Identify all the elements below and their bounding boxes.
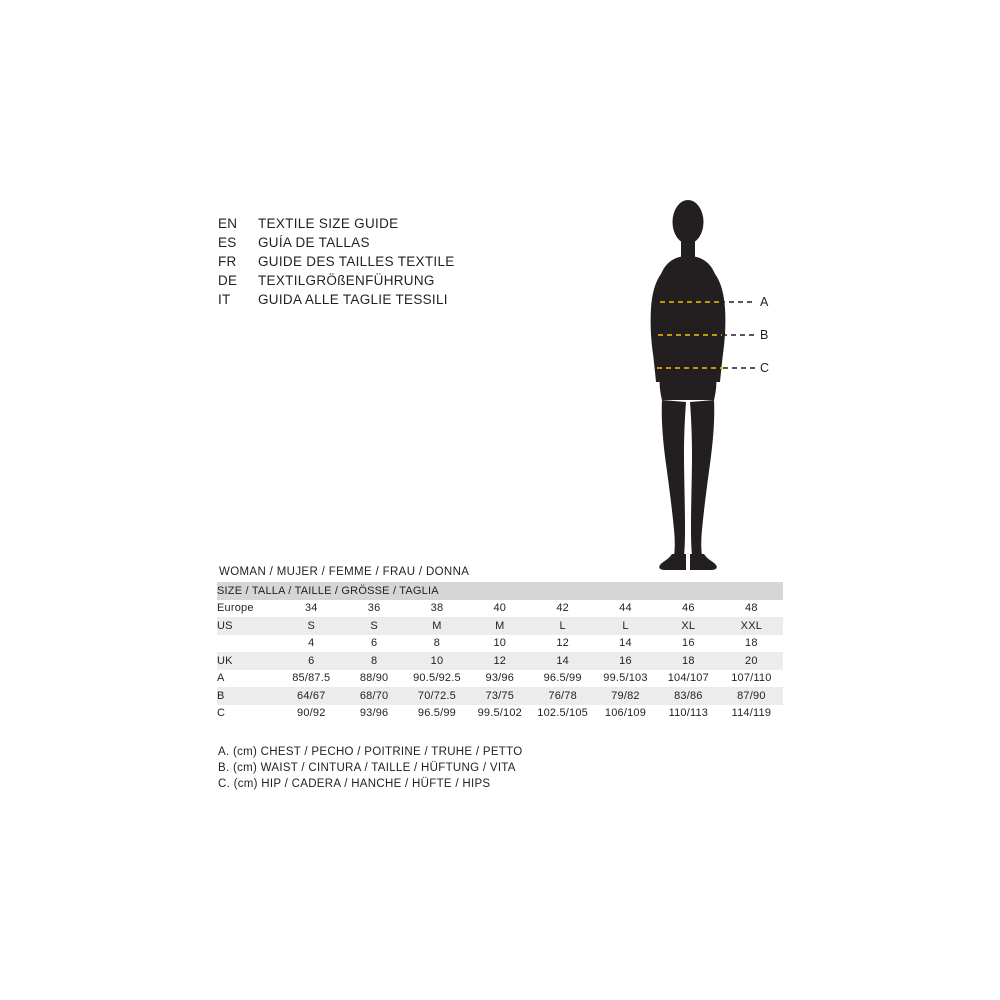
cell: 68/70 — [343, 687, 406, 705]
title-row — [218, 290, 638, 309]
cell: 12 — [531, 635, 594, 653]
cell: 87/90 — [720, 687, 783, 705]
cell: M — [468, 617, 531, 635]
cell: L — [531, 617, 594, 635]
cell: 38 — [406, 600, 469, 618]
female-silhouette-figure — [628, 196, 808, 576]
cell: 96.5/99 — [531, 670, 594, 688]
cell: 73/75 — [468, 687, 531, 705]
cell: 16 — [594, 652, 657, 670]
cell: 88/90 — [343, 670, 406, 688]
language-code: ES — [218, 235, 237, 250]
cell: 8 — [406, 635, 469, 653]
cell: 36 — [343, 600, 406, 618]
cell: 4 — [280, 635, 343, 653]
cell: 99.5/103 — [594, 670, 657, 688]
measurement-legend — [218, 744, 738, 792]
cell: 99.5/102 — [468, 705, 531, 723]
language-title: GUIDA ALLE TAGLIE TESSILI — [258, 292, 448, 307]
title-row — [218, 252, 638, 271]
cell: XXL — [720, 617, 783, 635]
cell: 16 — [657, 635, 720, 653]
table-row — [217, 617, 783, 635]
row-label — [217, 635, 280, 653]
row-label: UK — [217, 652, 280, 670]
cell: XL — [657, 617, 720, 635]
table-header-row — [217, 582, 783, 600]
cell: 93/96 — [343, 705, 406, 723]
cell: 42 — [531, 600, 594, 618]
language-code: IT — [218, 292, 231, 307]
language-code: DE — [218, 273, 238, 288]
size-guide-title-block — [218, 214, 638, 309]
size-table — [217, 582, 783, 722]
language-title: GUIDE DES TAILLES TEXTILE — [258, 254, 455, 269]
cell: 85/87.5 — [280, 670, 343, 688]
cell: 70/72.5 — [406, 687, 469, 705]
language-code: EN — [218, 216, 238, 231]
row-label: C — [217, 705, 280, 723]
silhouette-icon — [628, 196, 808, 576]
table-row — [217, 635, 783, 653]
cell: 40 — [468, 600, 531, 618]
language-title: TEXTILE SIZE GUIDE — [258, 216, 399, 231]
cell: 110/113 — [657, 705, 720, 723]
cell: 34 — [280, 600, 343, 618]
legend-line-c: C. (cm) HIP / CADERA / HANCHE / HÜFTE / HIPS — [218, 778, 491, 790]
language-title: TEXTILGRÖßENFÜHRUNG — [258, 273, 435, 288]
cell: 12 — [468, 652, 531, 670]
table-row — [217, 652, 783, 670]
cell: 79/82 — [594, 687, 657, 705]
cell: 18 — [657, 652, 720, 670]
cell: 8 — [343, 652, 406, 670]
cell: 90/92 — [280, 705, 343, 723]
cell: 14 — [594, 635, 657, 653]
cell: 20 — [720, 652, 783, 670]
cell: 102.5/105 — [531, 705, 594, 723]
cell: 10 — [406, 652, 469, 670]
measure-label-c: C — [760, 361, 770, 375]
row-label: US — [217, 617, 280, 635]
cell: 106/109 — [594, 705, 657, 723]
size-header-label: SIZE / TALLA / TAILLE / GRÖSSE / TAGLIA — [217, 582, 783, 600]
cell: 44 — [594, 600, 657, 618]
legend-line-b: B. (cm) WAIST / CINTURA / TAILLE / HÜFTUNG / VITA — [218, 762, 516, 774]
cell: 48 — [720, 600, 783, 618]
cell: 18 — [720, 635, 783, 653]
cell: 14 — [531, 652, 594, 670]
cell: 46 — [657, 600, 720, 618]
row-label: A — [217, 670, 280, 688]
row-label: Europe — [217, 600, 280, 618]
row-label: B — [217, 687, 280, 705]
cell: 10 — [468, 635, 531, 653]
table-row — [217, 600, 783, 618]
measure-label-a: A — [760, 295, 769, 309]
cell: 93/96 — [468, 670, 531, 688]
cell: 83/86 — [657, 687, 720, 705]
cell: M — [406, 617, 469, 635]
legend-line-a: A. (cm) CHEST / PECHO / POITRINE / TRUHE / PETTO — [218, 746, 523, 758]
language-title: GUÍA DE TALLAS — [258, 235, 370, 250]
cell: L — [594, 617, 657, 635]
title-row — [218, 271, 638, 290]
cell: 64/67 — [280, 687, 343, 705]
cell: 107/110 — [720, 670, 783, 688]
size-table-area — [217, 566, 783, 722]
cell: 76/78 — [531, 687, 594, 705]
language-code: FR — [218, 254, 237, 269]
cell: 6 — [343, 635, 406, 653]
table-row — [217, 705, 783, 723]
measure-label-b: B — [760, 328, 769, 342]
cell: S — [280, 617, 343, 635]
woman-section-heading: WOMAN / MUJER / FEMME / FRAU / DONNA — [219, 566, 470, 578]
cell: 6 — [280, 652, 343, 670]
table-row — [217, 670, 783, 688]
cell: 114/119 — [720, 705, 783, 723]
cell: 96.5/99 — [406, 705, 469, 723]
title-row — [218, 233, 638, 252]
cell: 104/107 — [657, 670, 720, 688]
table-row — [217, 687, 783, 705]
cell: 90.5/92.5 — [406, 670, 469, 688]
cell: S — [343, 617, 406, 635]
title-row — [218, 214, 638, 233]
